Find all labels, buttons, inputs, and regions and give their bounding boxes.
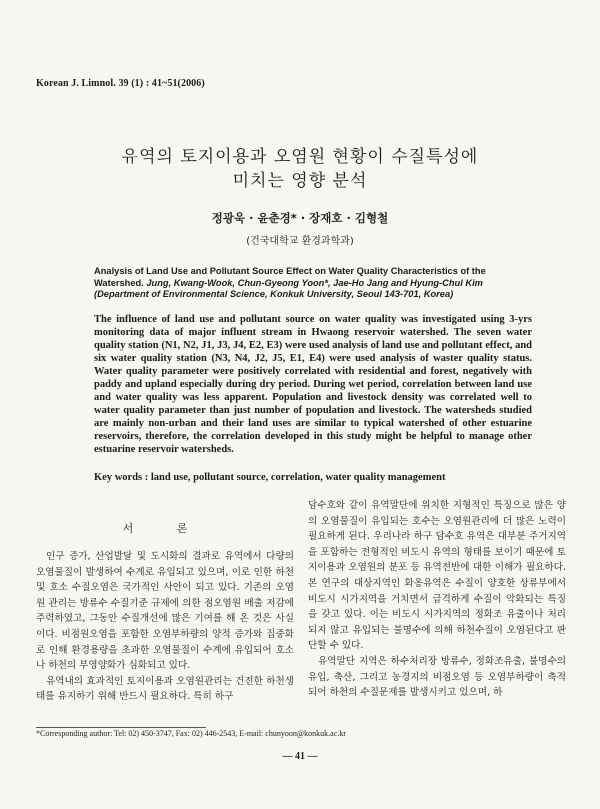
left-column — [36, 549, 294, 705]
korean-title-line-1: 유역의 토지이용과 오염원 현황이 수질특성에 — [121, 147, 479, 167]
korean-title — [0, 145, 600, 193]
korean-title-line-2: 미치는 영향 분석 — [232, 171, 368, 191]
korean-affiliation: (건국대학교 환경과학과) — [246, 236, 354, 247]
english-title-end: Watershed. — [94, 277, 147, 288]
english-affiliation — [94, 289, 534, 301]
left-paragraph-2: 유역내의 효과적인 토지이용과 오염원관리는 건전한 하천생태를 유지하기 위해 반드시 필요하다. 특히 하구 — [36, 675, 294, 703]
footnote-divider — [36, 727, 206, 728]
keywords: Key words : land use, pollutant source, correlation, water quality management — [94, 472, 446, 483]
footnote: *Corresponding author: Tel: 02) 450-3747, Fax: 02) 446-2543, E-mail: chunyoon@konkuk.ac.kr — [36, 729, 346, 738]
korean-authors: 정광욱 · 윤춘경* · 장재호 · 김형철 — [211, 211, 389, 225]
english-title-block — [94, 266, 534, 301]
abstract: The influence of land use and pollutant source on water quality was investigated using 3-yrs monitoring data of major influent stream in Hwaong reservoir watershed. The seven water quality station (N1, N2, J1, J3, J4, E2, E3) were used analysis of land use and pollutant effect, and six water quality station (N3, N4, J2, J5, E1, E4) were used analysis of waster quality status. Water quality parameter were positively correlated with residential and forest, negatively with paddy and upland especially during dry period. During wet period, correlation between land use and water quality was less apparent. Population and livestock density was correlated well to water quality parameter than just number of population and livestock. The watersheds studied are mainly non-urban and their land uses are similar to typical watershed of other estuarine reservoirs, therefore, the correlation developed in this study might be helpful to manage other estuarine reservoir watersheds. — [94, 314, 532, 456]
page-number: — 41 — — [282, 751, 318, 762]
journal-reference: Korean J. Limnol. 39 (1) : 41~51(2006) — [36, 78, 205, 89]
right-paragraph-2: 유역말단 지역은 하수처리장 방류수, 정화조유출, 불명수의 유입, 축산, 그리고 농경지의 비점오염 등 오염부하량이 축적되어 하천의 수질문제를 발생시키고 있으며, 하 — [308, 655, 566, 699]
english-authors: Jung, Kwang-Wook, Chun-Gyeong Yoon*, Jae-Ho Jang and Hyung-Chul Kim — [146, 277, 483, 288]
english-title-line-2 — [94, 278, 534, 290]
english-title-line-1: Analysis of Land Use and Pollutant Source Effect on Water Quality Characteristics of the — [94, 266, 486, 276]
english-affiliation-text: (Department of Environmental Science, Konkuk University, Seoul 143-701, Korea) — [94, 289, 454, 300]
left-paragraph-1: 인구 증가, 산업발달 및 도시화의 결과로 유역에서 다량의 오염물질이 발생하여 수계로 유입되고 있으며, 이로 인한 하천 및 호소 수질오염은 국가적인 사안이 되고 있다. 기존의 오염원 관리는 방류수 수질기준 규제에 의한 점오염원 배출 저감에 주력하였고, 그동안 수질개선에 많은 기여를 해 온 것은 사실이다. 비점원오염을 포함한 오염부하량의 양적 증가와 집중화로 인해 환경용량을 초과한 오염물질이 수계에 유입되어 호소나 하천의 부영양화가 심화되고 있다. — [36, 551, 294, 672]
right-column — [308, 498, 566, 701]
right-paragraph-1: 담수호와 같이 유역말단에 위치한 지형적인 특징으로 많은 양의 오염물질이 유입되는 호수는 오염원관리에 더 많은 노력이 필요하게 된다. 우리나라 하구 담수호 유역은 대부분 주거지역을 포함하는 전형적인 비도시 유역의 형태를 보이기 때문에 토지이용과 오염원의 분포 등 유역전반에 대한 이해가 필요하다. 본 연구의 대상지역인 화옹유역은 수질이 양호한 상류부에서 비도시 시가지역을 거치면서 급격하게 수질이 악화되는 특징을 갖고 있다. 이는 비도시 시가지역의 정화조 유출이나 처리되지 않고 유입되는 불명수에 의해 하천수질이 오염된다고 판단할 수 있다. — [308, 500, 566, 652]
section-heading-introduction: 서 론 — [122, 522, 208, 535]
